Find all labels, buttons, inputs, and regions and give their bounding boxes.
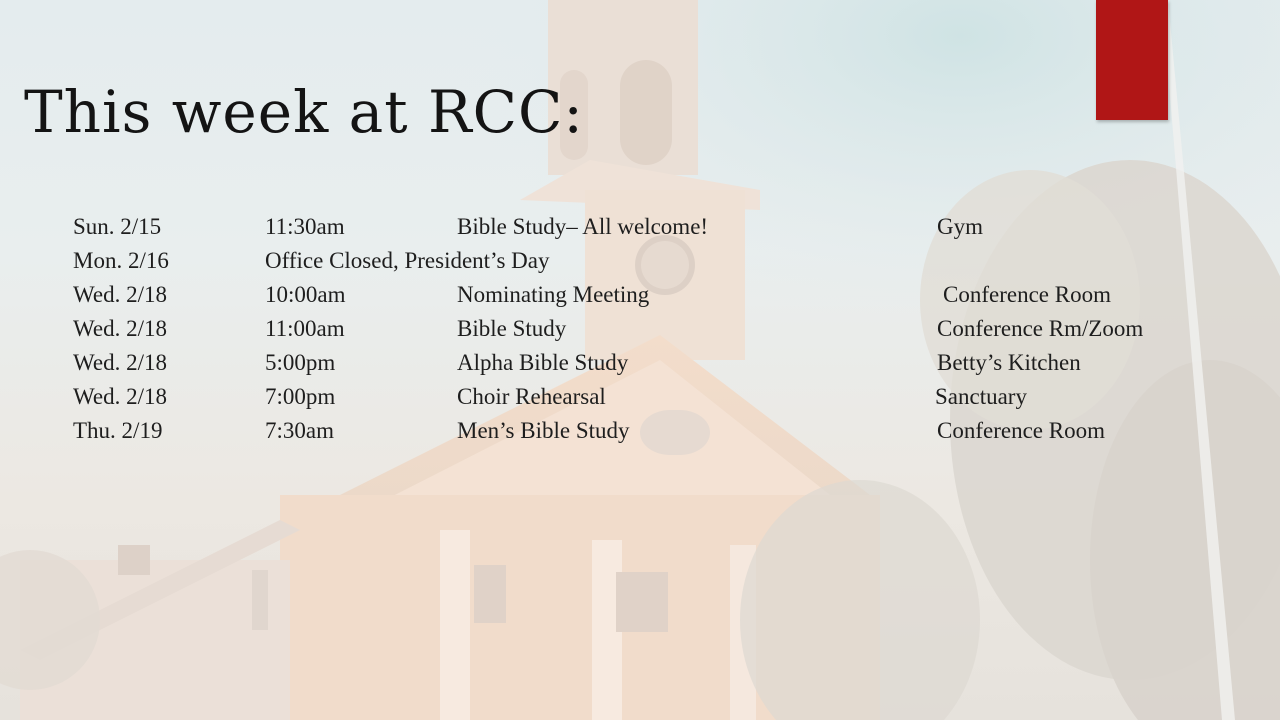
schedule-date: Wed. 2/18 <box>73 350 167 375</box>
schedule-event: Bible Study– All welcome! <box>457 214 709 239</box>
schedule-location: Conference Room <box>937 418 1105 443</box>
schedule-time: 11:00am <box>265 316 345 341</box>
schedule-date: Mon. 2/16 <box>73 248 169 273</box>
schedule-date: Wed. 2/18 <box>73 282 167 307</box>
schedule-time: 7:00pm <box>265 384 336 409</box>
schedule-event: Men’s Bible Study <box>457 418 630 443</box>
schedule-event: Alpha Bible Study <box>457 350 629 375</box>
schedule-time: 7:30am <box>265 418 334 443</box>
schedule-time: 5:00pm <box>265 350 336 375</box>
schedule-date: Wed. 2/18 <box>73 384 167 409</box>
schedule-location: Betty’s Kitchen <box>937 350 1081 375</box>
slide-title: This week at RCC: <box>24 78 584 146</box>
schedule-location: Conference Rm/Zoom <box>937 316 1144 341</box>
schedule-time: 10:00am <box>265 282 346 307</box>
schedule-date: Wed. 2/18 <box>73 316 167 341</box>
schedule-event: Nominating Meeting <box>457 282 650 307</box>
schedule-location: Sanctuary <box>935 384 1027 409</box>
accent-bar <box>1096 0 1168 120</box>
schedule-time: 11:30am <box>265 214 345 239</box>
schedule-date: Thu. 2/19 <box>73 418 163 443</box>
schedule-location: Conference Room <box>943 282 1111 307</box>
schedule-date: Sun. 2/15 <box>73 214 162 239</box>
schedule-event: Choir Rehearsal <box>457 384 606 409</box>
schedule-note: Office Closed, President’s Day <box>265 248 550 273</box>
schedule-location: Gym <box>937 214 983 239</box>
schedule-event: Bible Study <box>457 316 567 341</box>
